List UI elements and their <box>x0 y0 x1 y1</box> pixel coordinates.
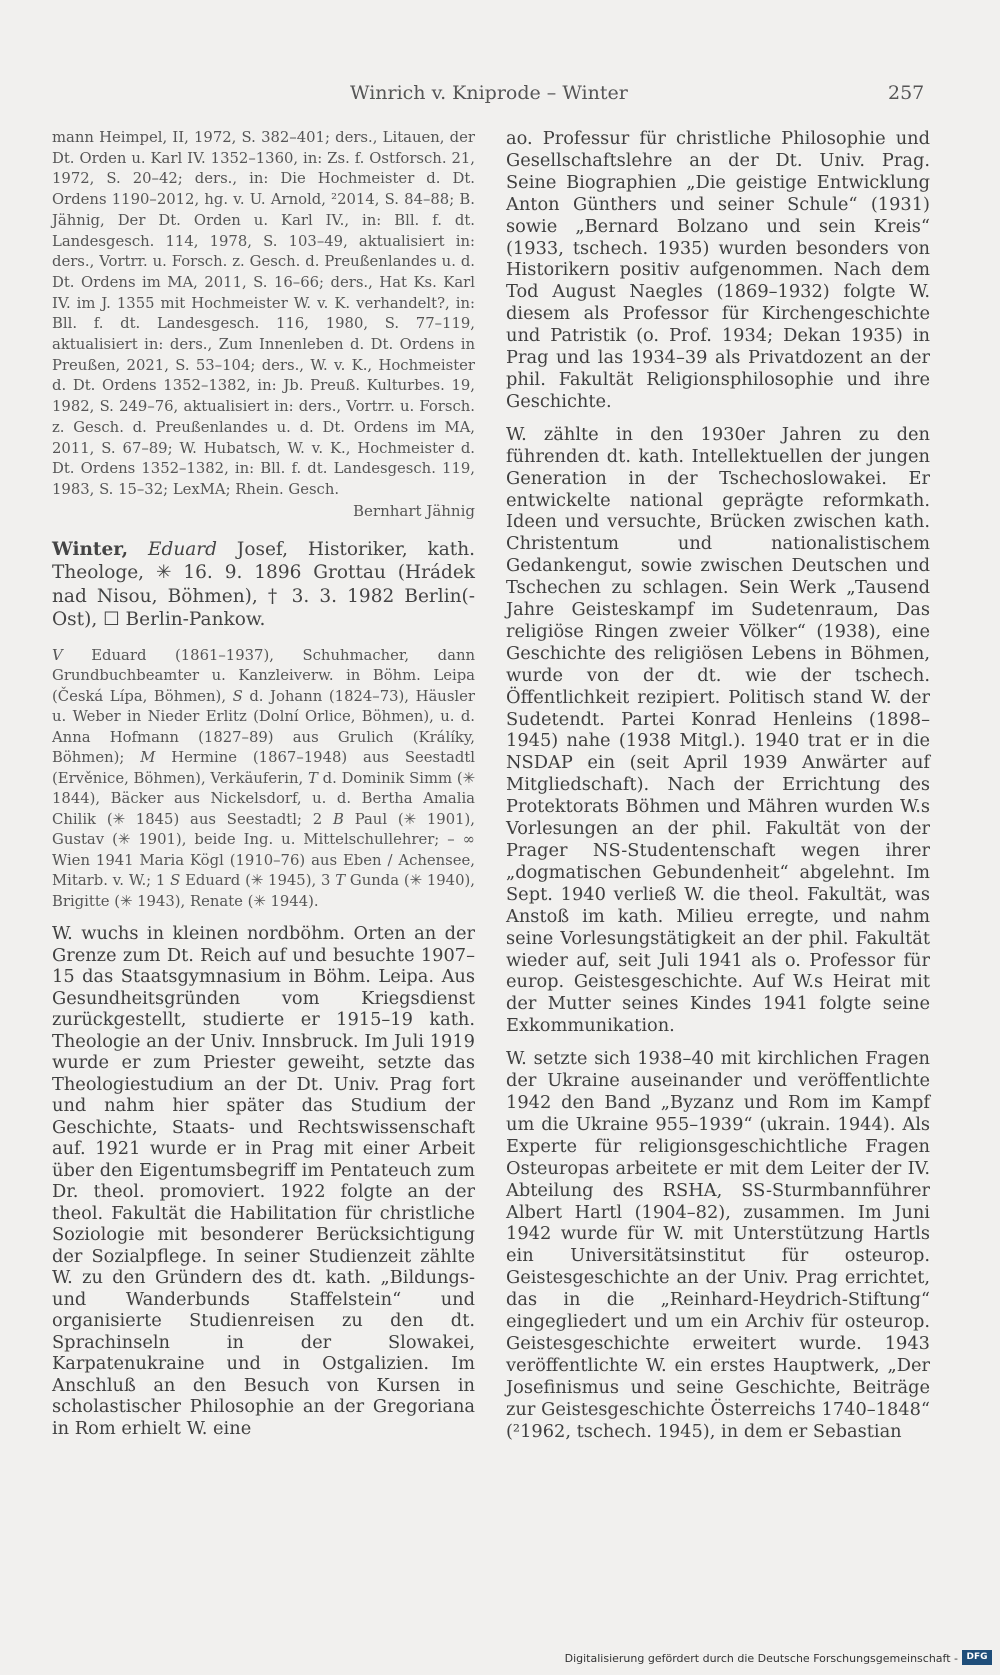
genealogy-block <box>52 646 475 913</box>
entry-heading-details: Josef, Historiker, kath. Theologe, ✳ 16. 9. 1896 Grottau (Hrádek nad Nisou, Böhmen), † 3. 3. 1982 Berlin(-Ost), ☐ Berlin-Pankow. <box>52 538 475 631</box>
author-signature: Bernhart Jähnig <box>353 501 475 520</box>
bibliography-text: mann Heimpel, II, 1972, S. 382–401; ders., Litauen, der Dt. Orden u. Karl IV. 1352–1360, in: Zs. f. Ostforsch. 21, 1972, S. 20–42; ders., in: Die Hochmeister d. Dt. Ordens 1190–2012, hg. v. U. Arnold, ²2014, S. 84–88; B. Jähnig, Der Dt. Orden u. Karl IV., in: Bll. f. dt. Landesgesch. 114, 1978, S. 103–49, aktualisiert in: ders., Vortrr. u. Forsch. z. Gesch. d. Preußenlandes u. d. Dt. Ordens im MA, 2011, S. 16–66; ders., Hat Ks. Karl IV. im J. 1355 mit Hochmeister W. v. K. verhandelt?, in: Bll. f. dt. Landesgesch. 116, 1980, S. 77–119, aktualisiert in: ders., Zum Innenleben d. Dt. Ordens in Preußen, 2021, S. 53–104; ders., W. v. K., Hochmeister d. Dt. Ordens 1352–1382, in: Jb. Preuß. Kulturbes. 19, 1982, S. 249–76, aktualisiert in: ders., Vortrr. u. Forsch. z. Gesch. d. Preußenlandes u. d. Dt. Ordens im MA, 2011, S. 67–89; W. Hubatsch, W. v. K., Hochmeister d. Dt. Ordens 1352–1382, in: Bll. f. dt. Landesgesch. 119, 1983, S. 15–32; LexMA; Rhein. Gesch. <box>52 129 475 498</box>
genealogy-marker: B <box>333 810 344 828</box>
entry-given-name: Eduard <box>148 538 217 560</box>
page-number: 257 <box>888 82 925 104</box>
running-header <box>0 82 1000 108</box>
genealogy-marker: M <box>140 749 156 767</box>
right-column <box>506 128 930 1442</box>
body-paragraph: W. setzte sich 1938–40 mit kirchlichen Fragen der Ukraine auseinander und veröffentlichte 1942 den Band „Byzanz und Rom im Kampf um die Ukraine 955–1939“ (ukrain. 1944). Als Experte für religionsgeschichtliche Fragen Osteuropas arbeitete er mit dem Leiter der IV. Abteilung des RSHA, SS-Sturmbannführer Albert Hartl (1904–82), zusammen. Im Juni 1942 wurde für W. mit Unterstützung Hartls ein Universitätsinstitut für osteurop. Geistesgeschichte an der Univ. Prag errichtet, das in die „Reinhard-Heydrich-Stiftung“ eingegliedert und um ein Archiv für osteurop. Geistesgeschichte erweitert wurde. 1943 veröffentlichte W. ein erstes Hauptwerk, „Der Josefinismus und seine Geschichte, Beiträge zur Geistesgeschichte Österreichs 1740–1848“ (²1962, tschech. 1945), in dem er Sebastian <box>506 1048 930 1442</box>
genealogy-marker: T <box>307 769 318 787</box>
genealogy-text: Eduard (✳ 1945), 3 <box>180 872 336 890</box>
dfg-logo: DFG <box>962 1650 992 1665</box>
genealogy-text: d. Johann (1824–73), Häusler u. Weber in Nieder Erlitz (Dolní Orlice, Böhmen), u. d. Anna Hofmann (1827–89) aus Grulich (Králíky, Böhmen); <box>52 687 475 767</box>
genealogy-text: d. Dominik Simm (✳ 1844), Bäcker aus Nickelsdorf, u. d. Bertha Amalia Chilik (✳ 1845) aus Seestadtl; 2 <box>52 769 475 828</box>
genealogy-text: Gunda (✳ 1940), Brigitte (✳ 1943), Renate (✳ 1944). <box>52 872 475 910</box>
genealogy-text: Eduard (1861–1937), Schuhmacher, dann Grundbuchbeamter u. Kanzleiverw. in Böhm. Leipa (Česká Lípa, Böhmen), <box>52 646 475 705</box>
body-paragraph: W. wuchs in kleinen nordböhm. Orten an der Grenze zum Dt. Reich auf und besuchte 1907–15 das Staatsgymnasium in Böhm. Leipa. Aus Gesundheitsgründen vom Kriegsdienst zurückgestellt, studierte er 1915–19 kath. Theologie an der Univ. Innsbruck. Im Juli 1919 wurde er zum Priester geweiht, setzte das Theologiestudium an der Dt. Univ. Prag fort und nahm hier später das Studium der Geschichte, Staats- und Rechtswissenschaft auf. 1921 wurde er in Prag mit einer Arbeit über den Eigentumsbegriff im Pentateuch zum Dr. theol. promoviert. 1922 folgte an der theol. Fakultät die Habilitation für christliche Soziologie mit besonderer Berücksichtigung der Sozialpflege. In seiner Studienzeit zählte W. zu den Gründern des dt. kath. „Bildungs- und Wanderbunds Staffelstein“ und organisierte Studienreisen zu den dt. Sprachinseln in der Slowakei, Karpatenukraine und in Ostgalizien. Im Anschluß an den Besuch von Kursen in scholastischer Philosophie an der Gregoriana in Rom erhielt W. eine <box>52 923 475 1439</box>
genealogy-marker: S <box>232 687 243 705</box>
footer <box>0 1650 1000 1670</box>
genealogy-text: Paul (✳ 1901), Gustav (✳ 1901), beide Ing. u. Mittelschullehrer; – ∞ Wien 1941 Maria Kögl (1910–76) aus Eben / Achensee, Mitarb. v. W.; 1 <box>52 810 475 890</box>
funding-note: Digitalisierung gefördert durch die Deutsche Forschungsgemeinschaft - <box>564 1652 958 1665</box>
entry-heading <box>52 538 475 632</box>
left-column <box>52 128 475 1439</box>
body-paragraph: ao. Professur für christliche Philosophie und Gesellschaftslehre an der Dt. Univ. Prag. Seine Biographien „Die geistige Entwicklung Anton Günthers und seiner Schule“ (1931) sowie „Bernard Bolzano und sein Kreis“ (1933, tschech. 1935) wurden besonders von Historikern positiv aufgenommen. Nach dem Tod August Naegles (1869–1932) folgte W. diesem als Professor für Kirchengeschichte und Patristik (o. Prof. 1934; Dekan 1935) in Prag und las 1934–39 als Privatdozent an der phil. Fakultät Religionsphilosophie und ihre Geschichte. <box>506 128 930 412</box>
genealogy-marker: T <box>335 872 346 890</box>
genealogy-text: Hermine (1867–1948) aus Seestadtl (Ervěnice, Böhmen), Verkäuferin, <box>52 749 475 787</box>
entry-surname: Winter, <box>52 538 129 560</box>
running-title: Winrich v. Kniprode – Winter <box>350 82 628 104</box>
genealogy-marker: S <box>170 872 181 890</box>
genealogy-marker: V <box>52 646 63 664</box>
body-paragraph: W. zählte in den 1930er Jahren zu den führenden dt. kath. Intellektuellen der jungen Generation in der Tschechoslowakei. Er entwickelte national geprägte reformkath. Ideen und versuchte, Brücken zwischen kath. Christentum und nationalistischem Gedankengut, sowie zwischen Deutschen und Tschechen zu schlagen. Sein Werk „Tausend Jahre Geisteskampf im Sudetenraum, Das religiöse Ringen zweier Völker“ (1938), eine Geschichte des religiösen Lebens in Böhmen, wurde von der dt. wie der tschech. Öffentlichkeit rezipiert. Politisch stand W. der Sudetendt. Partei Konrad Henleins (1898–1945) nahe (1938 Mitgl.). 1940 trat er in die NSDAP ein (seit April 1939 Anwärter auf Mitgliedschaft). Nach der Errichtung des Protektorats Böhmen und Mähren wurden W.s Vorlesungen an der phil. Fakultät von der Prager NS-Studentenschaft wegen ihrer „dogmatischen Gebundenheit“ abgelehnt. Im Sept. 1940 verließ W. die theol. Fakultät, was Anstoß im kath. Milieu erregte, und nahm seine Vorlesungstätigkeit an der phil. Fakultät wieder auf, seit Juli 1941 als o. Professor für europ. Geistesgeschichte. Auf W.s Heirat mit der Mutter seines Kindes 1941 folgte seine Exkommunikation. <box>506 423 930 1037</box>
